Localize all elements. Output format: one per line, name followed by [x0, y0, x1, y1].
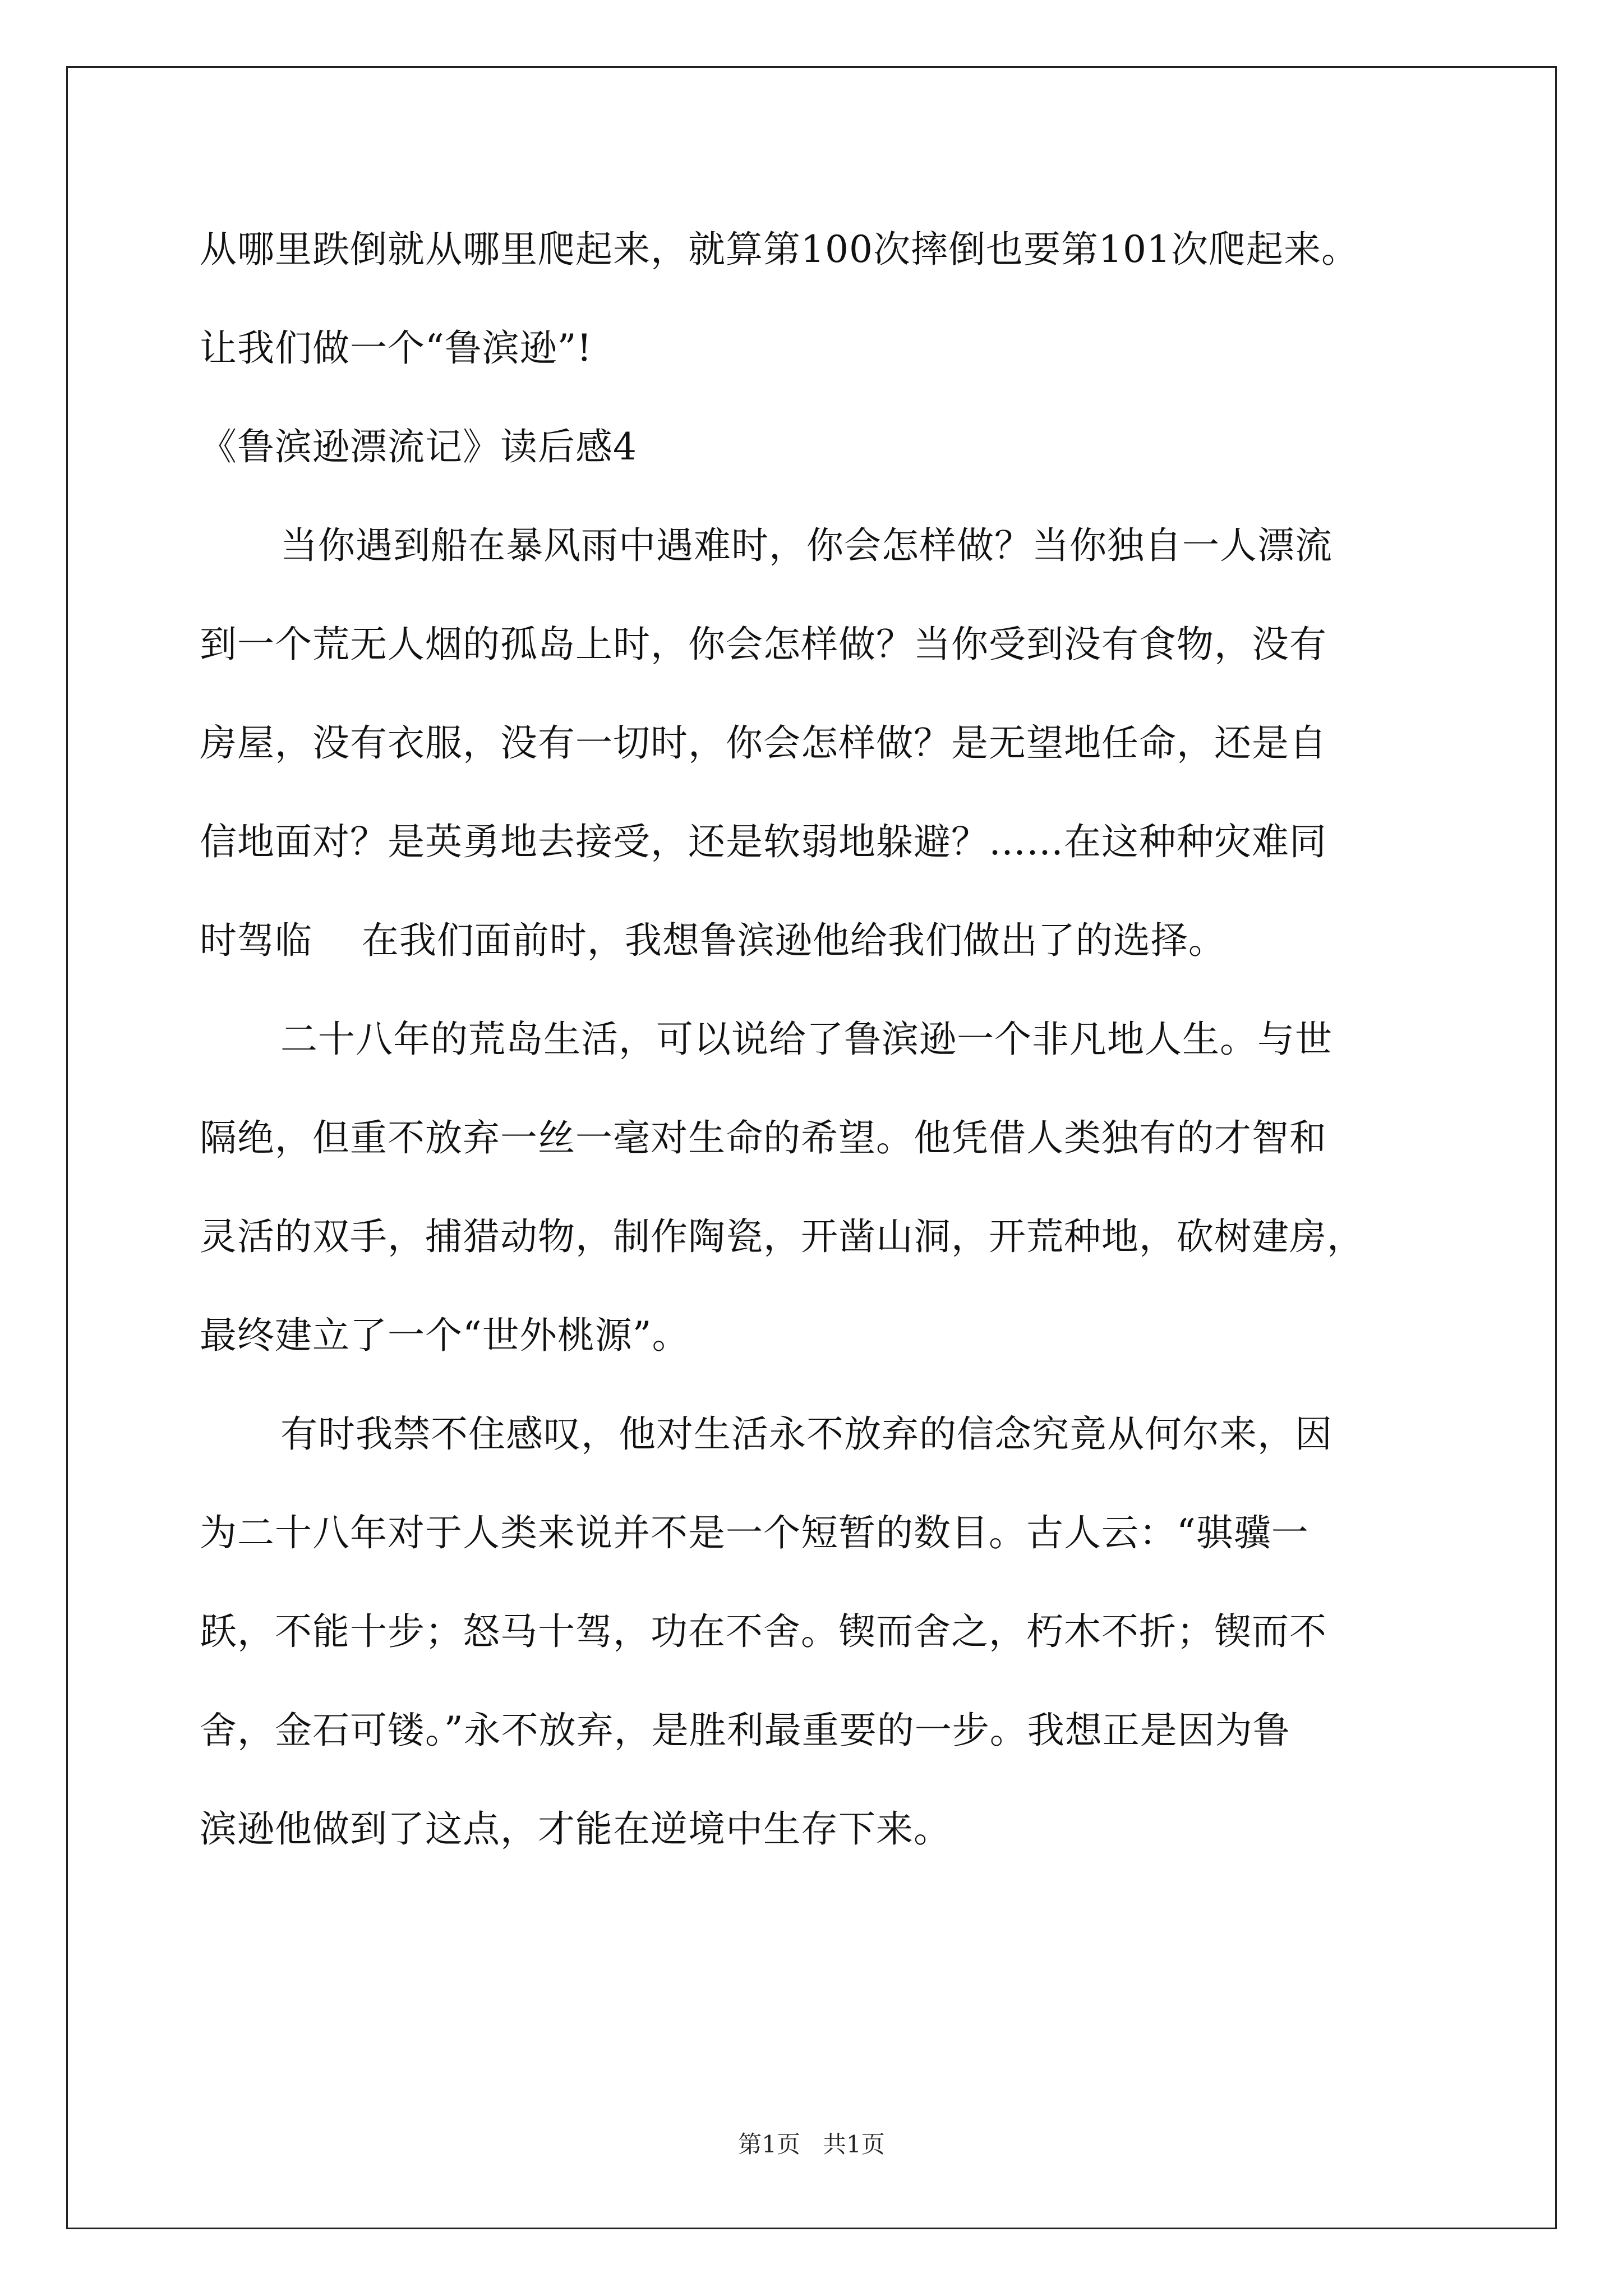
paragraph-3-line-2: 为二十八年对于人类来说并不是一个短暂的数目。古人云：“骐骥一: [200, 1511, 1309, 1554]
paragraph-1-line-2: 到一个荒无人烟的孤岛上时，你会怎样做？当你受到没有食物，没有: [200, 623, 1327, 666]
text-line-1: 从哪里跌倒就从哪里爬起来，就算第100次摔倒也要第101次爬起来。: [200, 228, 1359, 271]
section-heading: 《鲁滨逊漂流记》读后感4: [200, 425, 637, 468]
paragraph-1-line-4: 信地面对？是英勇地去接受，还是软弱地躲避？……在这种种灾难同: [200, 820, 1327, 863]
page-number-footer: 第1页 共1页: [738, 2131, 885, 2158]
paragraph-2-line-4: 最终建立了一个“世外桃源”。: [200, 1314, 690, 1357]
paragraph-3-line-4: 舍，金石可镂。”永不放弃，是胜利最重要的一步。我想正是因为鲁: [200, 1709, 1290, 1752]
paragraph-3-line-5: 滨逊他做到了这点，才能在逆境中生存下来。: [200, 1807, 951, 1851]
paragraph-1-line-1: 当你遇到船在暴风雨中遇难时，你会怎样做？当你独自一人漂流: [280, 524, 1332, 567]
paragraph-3-line-3: 跃，不能十步；怒马十驾，功在不舍。锲而舍之，朽木不折；锲而不: [200, 1610, 1327, 1653]
paragraph-2-line-3: 灵活的双手，捕猎动物，制作陶瓷，开凿山洞，开荒种地，砍树建房，: [200, 1215, 1364, 1258]
paragraph-1-line-5: 时驾临 在我们面前时，我想鲁滨逊他给我们做出了的选择。: [200, 919, 1226, 962]
text-line-2: 让我们做一个“鲁滨逊”!: [200, 326, 593, 370]
paragraph-2-line-1: 二十八年的荒岛生活，可以说给了鲁滨逊一个非凡地人生。与世: [280, 1018, 1332, 1061]
paragraph-2-line-2: 隔绝，但重不放弃一丝一毫对生命的希望。他凭借人类独有的才智和: [200, 1116, 1327, 1159]
paragraph-3-line-1: 有时我禁不住感叹，他对生活永不放弃的信念究竟从何尔来，因: [280, 1412, 1332, 1456]
paragraph-1-line-3: 房屋，没有衣服，没有一切时，你会怎样做？是无望地任命，还是自: [200, 721, 1327, 765]
